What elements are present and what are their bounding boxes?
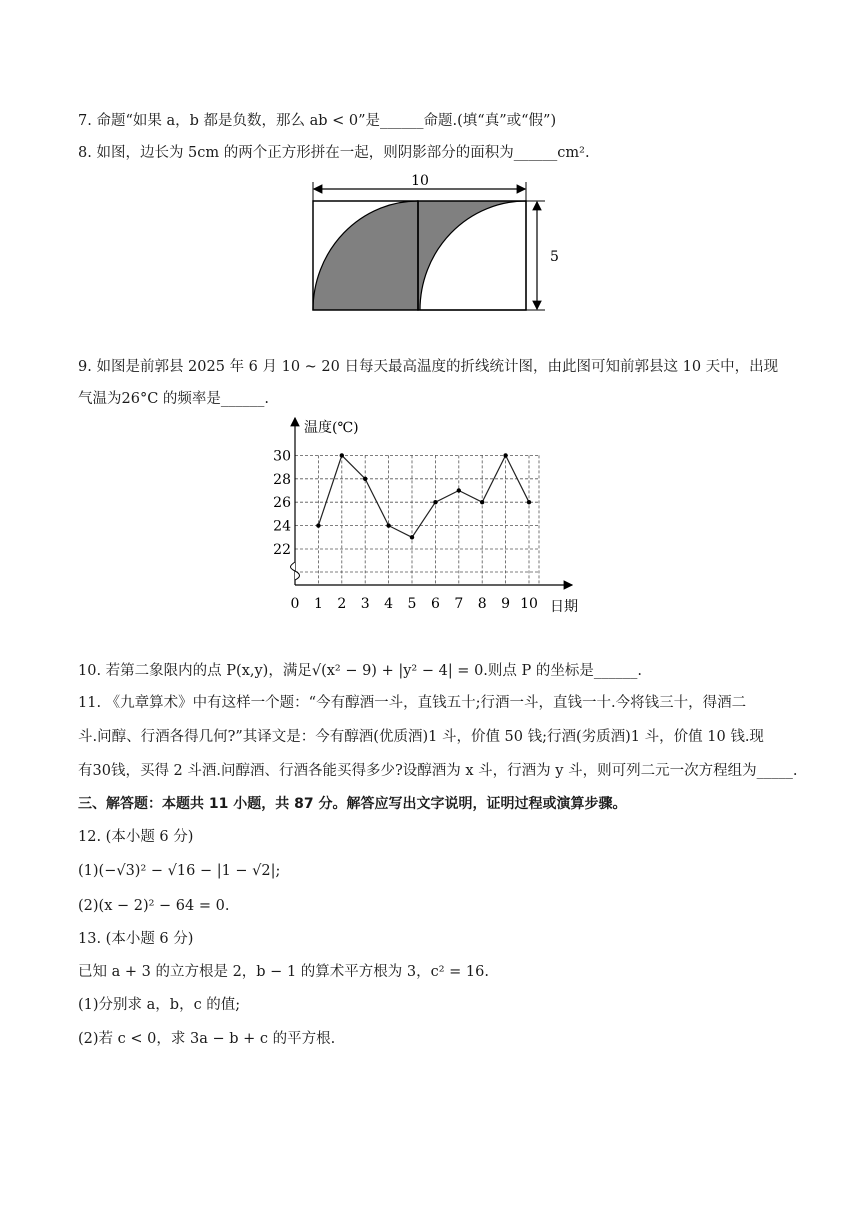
question-11-line-3: 有30钱，买得 2 斗酒.问醇酒、行酒各能买得多少?设醇酒为 x 斗，行酒为 y 斗，则可列二元一次方程组为_____. — [78, 763, 798, 779]
question-11-line-2: 斗.问醇、行酒各得几何?”其译文是：今有醇酒(优质酒)1 斗，价值 50 钱;行酒(劣质酒)1 斗，价值 10 钱.现 — [78, 729, 764, 745]
data-point — [386, 523, 390, 527]
x-tick-label: 2 — [337, 596, 347, 612]
x-tick-label: 7 — [454, 596, 464, 612]
y-tick-label: 28 — [273, 471, 291, 488]
question-9-line-1: 9. 如图是前郭县 2025 年 6 月 10 ~ 20 日每天最高温度的折线统计图，由此图可知前郭县这 10 天中，出现 — [78, 359, 779, 375]
data-point — [363, 477, 367, 481]
section-3-heading: 三、解答题：本题共 11 小题，共 87 分。解答应写出文字说明，证明过程或演算步骤。 — [78, 796, 627, 812]
x-tick-label: 6 — [430, 596, 440, 612]
x-tick-label: 5 — [407, 596, 417, 612]
x-tick-label: 1 — [313, 596, 323, 612]
question-8: 8. 如图，边长为 5cm 的两个正方形拼在一起，则阴影部分的面积为______cm². — [78, 145, 590, 161]
data-point — [410, 535, 414, 539]
two-squares-figure — [300, 170, 570, 315]
question-12-part-2: (2)(x − 2)² − 64 = 0. — [78, 898, 230, 914]
data-point — [340, 453, 344, 457]
temperature-series-line — [318, 455, 529, 537]
question-9-line-2: 气温为26°C 的频率是______. — [78, 391, 270, 407]
x-tick-label: 9 — [501, 596, 511, 612]
question-10: 10. 若第二象限内的点 P(x,y)，满足√(x² − 9) + |y² − 4| = 0.则点 P 的坐标是______. — [78, 663, 642, 679]
data-point — [433, 500, 437, 504]
y-tick-label: 22 — [273, 542, 291, 558]
question-11-line-1: 11. 《九章算术》中有这样一个题：“今有醇酒一斗，直钱五十;行酒一斗，直钱一十.今将钱三十，得酒二 — [78, 695, 747, 711]
y-axis-label: 温度(℃) — [304, 420, 359, 436]
question-12-part-1: (1)(−√3)² − √16 − |1 − √2|; — [78, 863, 281, 879]
x-tick-label: 3 — [360, 596, 370, 612]
temperature-line-chart — [273, 412, 590, 622]
question-12-heading: 12. (本小题 6 分) — [78, 829, 194, 845]
data-point — [316, 523, 320, 527]
y-tick-label: 24 — [273, 518, 291, 535]
question-13-part-2: (2)若 c < 0，求 3a − b + c 的平方根. — [78, 1031, 336, 1047]
y-tick-label: 30 — [273, 448, 291, 465]
shaded-region-left — [313, 201, 418, 310]
question-7: 7. 命题“如果 a，b 都是负数，那么 ab < 0”是______命题.(填“真”或“假”) — [78, 113, 557, 129]
data-point — [527, 500, 531, 504]
y-tick-label: 26 — [273, 495, 291, 512]
question-13-heading: 13. (本小题 6 分) — [78, 931, 194, 947]
x-tick-label: 8 — [477, 596, 487, 612]
height-label: 5 — [550, 249, 559, 265]
question-13-intro: 已知 a + 3 的立方根是 2，b − 1 的算术平方根为 3，c² = 16. — [78, 964, 489, 980]
question-13-part-1: (1)分别求 a，b，c 的值; — [78, 997, 241, 1013]
data-point — [480, 500, 484, 504]
axis-break — [291, 562, 300, 580]
width-label: 10 — [411, 173, 429, 189]
data-point — [457, 488, 461, 492]
x-tick-label: 10 — [520, 596, 538, 612]
x-tick-label: 0 — [290, 596, 300, 612]
x-axis-label: 日期 — [550, 599, 578, 615]
data-point — [503, 453, 507, 457]
x-tick-label: 4 — [384, 596, 394, 612]
